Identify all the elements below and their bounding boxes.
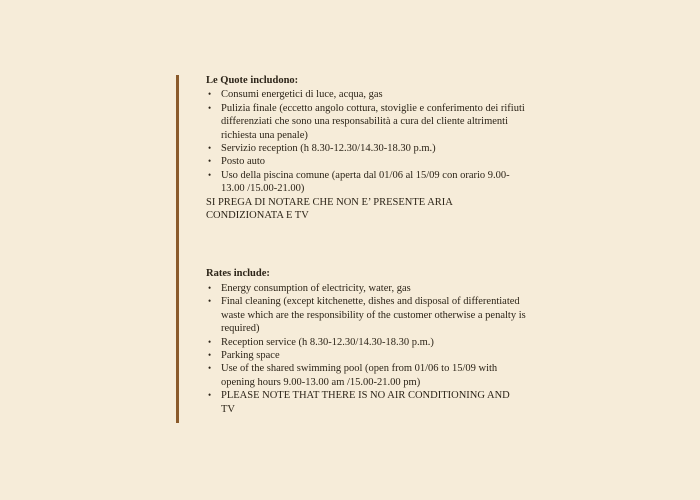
vertical-accent-bar <box>176 75 179 423</box>
list-item: • PLEASE NOTE THAT THERE IS NO AIR CONDITIONING AND TV <box>206 389 526 416</box>
list-item: • Use of the shared swimming pool (open from 01/06 to 15/09 with opening hours 9.00-13.00 am /15.00-21.00 pm) <box>206 362 526 389</box>
list-item: • Pulizia finale (eccetto angolo cottura, stoviglie e conferimento dei rifiuti differenziati che sono una responsabilità a cura del cliente altrimenti richiesta una penale) <box>206 102 526 142</box>
rates-content <box>206 74 526 416</box>
italian-list <box>206 88 526 195</box>
list-item: • Energy consumption of electricity, water, gas <box>206 282 526 295</box>
list-item: • Uso della piscina comune (aperta dal 01/06 al 15/09 con orario 9.00-13.00 /15.00-21.00) <box>206 169 526 196</box>
list-item: • Reception service (h 8.30-12.30/14.30-18.30 p.m.) <box>206 336 526 349</box>
list-item: • Consumi energetici di luce, acqua, gas <box>206 88 526 101</box>
section-spacer <box>206 222 526 267</box>
list-item: • Servizio reception (h 8.30-12.30/14.30-18.30 p.m.) <box>206 142 526 155</box>
italian-section <box>206 74 526 222</box>
english-heading: Rates include: <box>206 268 270 280</box>
english-list <box>206 282 526 416</box>
list-item: • Posto auto <box>206 155 526 168</box>
italian-heading: Le Quote includono: <box>206 75 299 86</box>
list-item: • Final cleaning (except kitchenette, dishes and disposal of differentiated waste which are the responsibility of the customer otherwise a penalty is required) <box>206 295 526 335</box>
list-item: • Parking space <box>206 349 526 362</box>
italian-notice: SI PREGA DI NOTARE CHE NON E’ PRESENTE ARIA CONDIZIONATA E TV <box>206 196 453 222</box>
english-section <box>206 267 526 415</box>
